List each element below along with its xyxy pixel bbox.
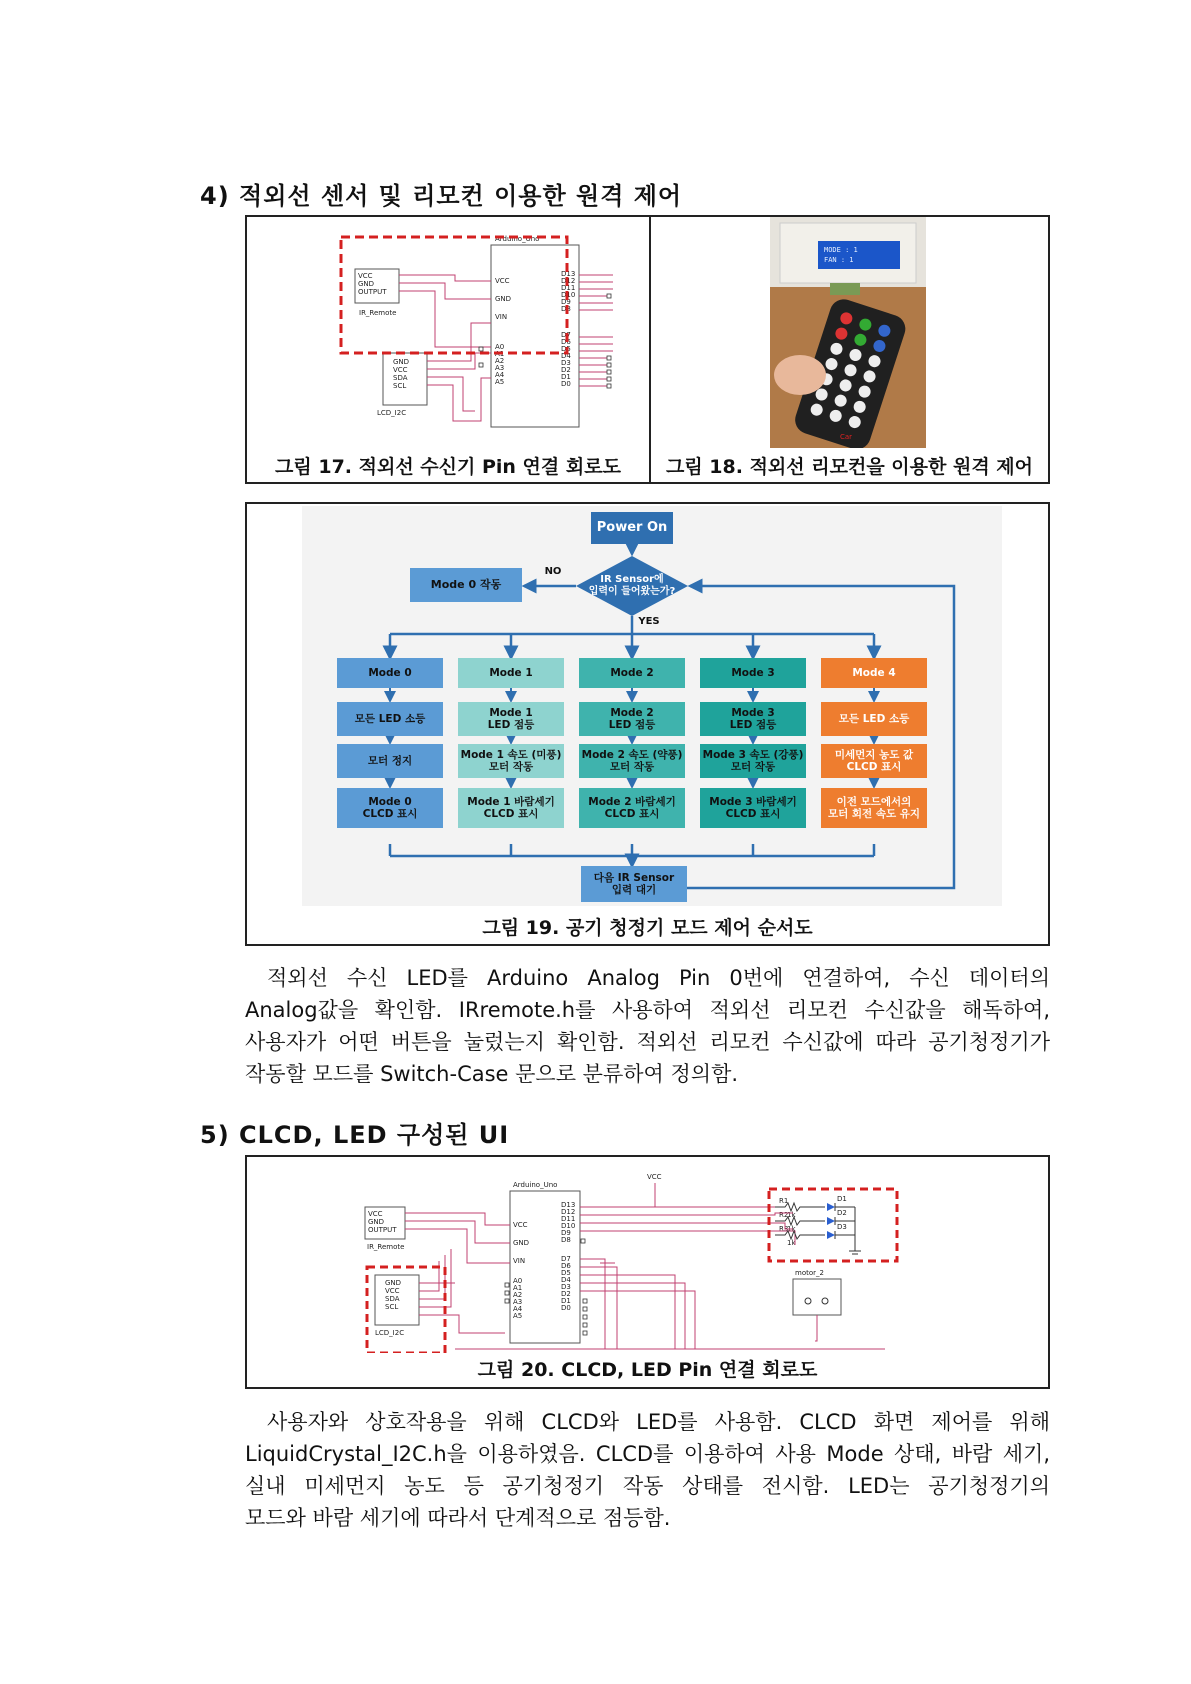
mode-0-action-node: Mode 0 작동: [410, 568, 522, 602]
ir-decision-node: IR Sensor에 입력이 들어왔는가?: [588, 574, 676, 597]
mode-step-node: Mode 1 속도 (미풍) 모터 작동: [458, 744, 564, 778]
lcd-pin-label: SCL: [385, 1303, 399, 1311]
lcd-pin-label: SDA: [393, 374, 408, 382]
figure-17-caption: 그림 17. 적외선 수신기 Pin 연결 회로도: [275, 456, 621, 478]
arduino-left-pin-label: A3: [513, 1298, 523, 1306]
arduino-left-pin-label: A0: [495, 343, 505, 351]
remote-control-photo: [770, 217, 926, 448]
mode-step-node: Mode 3 속도 (강풍) 모터 작동: [700, 744, 806, 778]
arduino-left-pin-label: A5: [513, 1312, 523, 1320]
arduino-right-pin-label: D10: [561, 291, 576, 299]
arduino-left-pin-label: GND: [495, 295, 512, 303]
arduino-right-pin-label: D2: [561, 1290, 571, 1298]
ir-name-label: IR_Remote: [367, 1243, 405, 1251]
arduino-right-pin-label: D3: [561, 359, 571, 367]
arduino-left-pin-label: VCC: [513, 1221, 528, 1229]
mode-step-node: Mode 2 LED 점등: [579, 702, 685, 736]
clcd-led-schematic: [355, 1163, 945, 1353]
paragraph-line: 사용자와 상호작용을 위해 CLCD와 LED를 사용함. CLCD 화면 제어를 위해: [267, 1410, 1050, 1434]
arduino-left-pin-label: VCC: [495, 277, 510, 285]
mode-title-node: Mode 0: [337, 658, 443, 688]
arduino-right-pin-label: D9: [561, 298, 571, 306]
mode-step-node: Mode 0 CLCD 표시: [337, 788, 443, 828]
section-4-paragraph: [245, 962, 1050, 1090]
section-4-heading: 4) 적외선 센서 및 리모컨 이용한 원격 제어: [200, 182, 683, 210]
paragraph-line: 실내 미세먼지 농도 등 공기청정기 작동 상태를 전시함. LED는 공기청정기의: [245, 1474, 1050, 1498]
no-label: NO: [544, 566, 562, 577]
arduino-right-pin-label: D4: [561, 1276, 571, 1284]
paragraph-line: 작동할 모드를 Switch-Case 문으로 분류하여 정의함.: [245, 1062, 739, 1086]
paragraph-line: 모드와 바람 세기에 따라서 단계적으로 점등함.: [245, 1506, 671, 1530]
arduino-left-pin-label: VIN: [513, 1257, 526, 1265]
ir-name-label: IR_Remote: [359, 309, 397, 317]
svg-text:Arduino_Uno: Arduino_Uno: [495, 235, 540, 243]
svg-text:MODE : 1: MODE : 1: [824, 246, 858, 254]
arduino-right-pin-label: D9: [561, 1229, 571, 1237]
resistor-label: R2: [779, 1211, 789, 1219]
lcd-name-label: LCD_I2C: [377, 409, 407, 417]
mode-title-node: Mode 2: [579, 658, 685, 688]
arduino-right-pin-label: D6: [561, 1262, 571, 1270]
arduino-left-pin-label: A5: [495, 378, 505, 386]
mode-step-node: 모든 LED 소등: [821, 702, 927, 736]
lcd-pin-label: GND: [385, 1279, 402, 1287]
arduino-left-pin-label: A4: [513, 1305, 523, 1313]
paragraph-line: 사용자가 어떤 버튼을 눌렀는지 확인함. 적외선 리모컨 수신값에 따라 공기청정기가: [245, 1030, 1050, 1054]
svg-text:FAN : 1: FAN : 1: [824, 256, 854, 264]
figure-20-box: [245, 1155, 1050, 1389]
arduino-right-pin-label: D8: [561, 1236, 571, 1244]
led-label: D1: [837, 1195, 847, 1203]
section-5-heading: 5) CLCD, LED 구성된 UI: [200, 1121, 510, 1149]
arduino-right-pin-label: D2: [561, 366, 571, 374]
figure-divider: [649, 217, 651, 482]
paragraph-line: Analog값을 확인함. IRremote.h를 사용하여 적외선 리모컨 수신값을 해독하여,: [245, 998, 1050, 1022]
arduino-right-pin-label: D11: [561, 1215, 576, 1223]
resistor-label: R1: [779, 1197, 789, 1205]
arduino-right-pin-label: D1: [561, 1297, 571, 1305]
arduino-left-pin-label: A2: [495, 357, 505, 365]
ir-pin-label: OUTPUT: [368, 1226, 397, 1234]
arduino-right-pin-label: D7: [561, 1255, 571, 1263]
arduino-right-pin-label: D8: [561, 305, 571, 313]
resistor-value-label: 1k: [787, 1211, 796, 1219]
led-label: D3: [837, 1223, 847, 1231]
mode-title-node: Mode 4: [821, 658, 927, 688]
arduino-right-pin-label: D13: [561, 270, 576, 278]
arduino-left-pin-label: A1: [513, 1284, 523, 1292]
paragraph-line: 적외선 수신 LED를 Arduino Analog Pin 0번에 연결하여, 수신 데이터의: [267, 966, 1050, 990]
motor-label: motor_2: [795, 1269, 824, 1277]
wait-next-ir-node: 다음 IR Sensor 입력 대기: [581, 866, 687, 902]
paragraph-line: LiquidCrystal_I2C.h을 이용하였음. CLCD를 이용하여 사용 Mode 상태, 바람 세기,: [245, 1442, 1050, 1466]
yes-label: YES: [638, 616, 660, 627]
mode-step-node: Mode 1 바람세기 CLCD 표시: [458, 788, 564, 828]
arduino-right-pin-label: D12: [561, 277, 576, 285]
mode-step-node: 모터 정지: [337, 744, 443, 778]
mode-step-node: Mode 3 LED 점등: [700, 702, 806, 736]
resistor-value-label: 1k: [787, 1225, 796, 1233]
svg-text:Arduino_Uno: Arduino_Uno: [513, 1181, 558, 1189]
mode-step-node: 모든 LED 소등: [337, 702, 443, 736]
vcc-label: VCC: [647, 1173, 662, 1181]
lcd-name-label: LCD_I2C: [375, 1329, 405, 1337]
arduino-right-pin-label: D6: [561, 338, 571, 346]
ir-receiver-schematic: [295, 223, 625, 435]
mode-title-node: Mode 3: [700, 658, 806, 688]
arduino-left-pin-label: A2: [513, 1291, 523, 1299]
figure-19-caption: 그림 19. 공기 청정기 모드 제어 순서도: [482, 917, 813, 939]
ir-pin-label: VCC: [358, 272, 373, 280]
mode-step-node: 이전 모드에서의 모터 회전 속도 유지: [821, 788, 927, 828]
arduino-right-pin-label: D5: [561, 1269, 571, 1277]
arduino-left-pin-label: VIN: [495, 313, 508, 321]
figure-19-box: [245, 502, 1050, 946]
arduino-right-pin-label: D0: [561, 380, 571, 388]
led-label: D2: [837, 1209, 847, 1217]
lcd-pin-label: VCC: [393, 366, 408, 374]
arduino-right-pin-label: D4: [561, 352, 571, 360]
arduino-left-pin-label: A0: [513, 1277, 523, 1285]
mode-step-node: Mode 2 바람세기 CLCD 표시: [579, 788, 685, 828]
arduino-right-pin-label: D12: [561, 1208, 576, 1216]
lcd-pin-label: SCL: [393, 382, 407, 390]
arduino-right-pin-label: D7: [561, 331, 571, 339]
figure-17-18-box: [245, 215, 1050, 484]
arduino-left-pin-label: A4: [495, 371, 505, 379]
lcd-pin-label: SDA: [385, 1295, 400, 1303]
arduino-right-pin-label: D3: [561, 1283, 571, 1291]
ir-pin-label: VCC: [368, 1210, 383, 1218]
mode-step-node: 미세먼지 농도 값 CLCD 표시: [821, 744, 927, 778]
lcd-pin-label: GND: [393, 358, 410, 366]
lcd-highlight-box: [367, 1267, 445, 1353]
resistor-label: R3: [779, 1225, 789, 1233]
mode-title-node: Mode 1: [458, 658, 564, 688]
ir-pin-label: OUTPUT: [358, 288, 387, 296]
figure-20-caption: 그림 20. CLCD, LED Pin 연결 회로도: [477, 1359, 818, 1381]
power-on-node: Power On: [591, 512, 673, 544]
mode-flowchart: [302, 506, 1002, 906]
arduino-left-pin-label: A1: [495, 350, 505, 358]
section-5-paragraph: [245, 1406, 1050, 1534]
arduino-left-pin-label: GND: [513, 1239, 530, 1247]
mode-step-node: Mode 2 속도 (약풍) 모터 작동: [579, 744, 685, 778]
arduino-right-pin-label: D0: [561, 1304, 571, 1312]
arduino-right-pin-label: D1: [561, 373, 571, 381]
svg-text:Car: Car: [840, 433, 853, 441]
ir-pin-label: GND: [368, 1218, 385, 1226]
mode-step-node: Mode 1 LED 점등: [458, 702, 564, 736]
arduino-right-pin-label: D5: [561, 345, 571, 353]
lcd-pin-label: VCC: [385, 1287, 400, 1295]
arduino-right-pin-label: D10: [561, 1222, 576, 1230]
resistor-value-label: 1k: [787, 1239, 796, 1247]
ir-pin-label: GND: [358, 280, 375, 288]
arduino-right-pin-label: D11: [561, 284, 576, 292]
figure-18-caption: 그림 18. 적외선 리모컨을 이용한 원격 제어: [665, 456, 1033, 478]
arduino-right-pin-label: D13: [561, 1201, 576, 1209]
mode-step-node: Mode 3 바람세기 CLCD 표시: [700, 788, 806, 828]
arduino-left-pin-label: A3: [495, 364, 505, 372]
